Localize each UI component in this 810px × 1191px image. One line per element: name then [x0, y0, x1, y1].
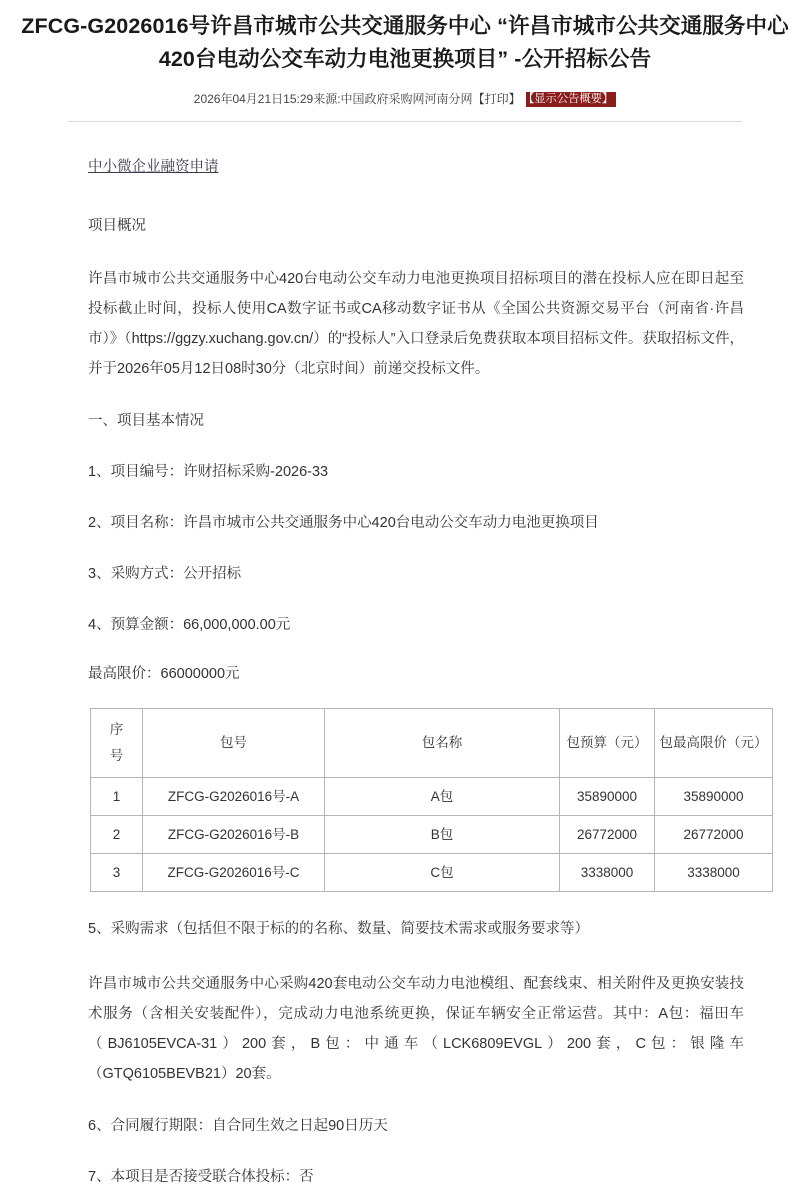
table-row	[91, 778, 773, 816]
cell-package-code: ZFCG-G2026016号-B	[143, 816, 325, 854]
package-table-wrapper	[88, 708, 768, 892]
publication-meta	[0, 90, 810, 108]
publish-date: 2026年04月21日	[193, 92, 284, 106]
procurement-method-item: 3、采购方式：公开招标	[88, 566, 242, 582]
cell-package-budget: 35890000	[560, 778, 655, 816]
column-header-package-name: 包名称	[325, 709, 560, 778]
cell-package-code: ZFCG-G2026016号-A	[143, 778, 325, 816]
project-overview-paragraph: 许昌市城市公共交通服务中心420台电动公交车动力电池更换项目招标项目的潜在投标人应在即日起至投标截止时间，投标人使用CA数字证书或CA移动数字证书从《全国公共资源交易平台（河南省·许昌市）》（https://ggzy.xuchang.gov.cn/）的“投标人”入口登录后免费获取本项目招标文件。获取招标文件，并于2026年05月12日08时30分（北京时间）前递交投标文件。	[88, 271, 744, 377]
source-name: 中国政府采购网河南分网	[340, 92, 473, 106]
consortium-bidding-item: 7、本项目是否接受联合体投标：否	[88, 1169, 314, 1185]
source-label: 来源:	[313, 92, 341, 106]
max-price-line: 最高限价：66000000元	[88, 666, 240, 682]
column-header-package-code: 包号	[143, 709, 325, 778]
publish-time: 15:29	[283, 92, 314, 106]
cell-package-name: C包	[325, 854, 560, 892]
cell-package-cap: 26772000	[655, 816, 773, 854]
project-name-item: 2、项目名称：许昌市城市公共交通服务中心420台电动公交车动力电池更换项目	[88, 515, 599, 531]
index-header-char-1: 序	[109, 722, 124, 737]
column-header-package-budget: 包预算（元）	[560, 709, 655, 778]
show-summary-badge[interactable]: 【显示公告概要】	[526, 92, 617, 107]
cell-index: 2	[91, 816, 143, 854]
package-table	[90, 708, 773, 892]
page-title: ZFCG-G2026016号许昌市城市公共交通服务中心 “许昌市城市公共交通服务中心420台电动公交车动力电池更换项目” -公开招标公告	[21, 14, 789, 71]
cell-package-name: B包	[325, 816, 560, 854]
budget-amount-item: 4、预算金额：66,000,000.00元	[88, 617, 291, 633]
cell-package-code: ZFCG-G2026016号-C	[143, 854, 325, 892]
cell-package-budget: 26772000	[560, 816, 655, 854]
procurement-requirements-heading: 5、采购需求（包括但不限于标的的名称、数量、简要技术需求或服务要求等）	[88, 921, 590, 937]
cell-index: 1	[91, 778, 143, 816]
table-header-row	[91, 709, 773, 778]
procurement-requirements-body: 许昌市城市公共交通服务中心采购420套电动公交车动力电池模组、配套线束、相关附件及更换安装技术服务（含相关安装配件），完成动力电池系统更换，保证车辆安全正常运营。其中：A包：福田车（BJ6105EVCA-31）200套，B包：中通车（LCK6809EVGL）200套，C包：银隆车（GTQ6105BEVB21）20套。	[88, 976, 744, 1082]
column-header-package-cap: 包最高限价（元）	[655, 709, 773, 778]
contract-duration-item: 6、合同履行期限：自合同生效之日起90日历天	[88, 1118, 388, 1134]
cell-index: 3	[91, 854, 143, 892]
cell-package-cap: 35890000	[655, 778, 773, 816]
cell-package-cap: 3338000	[655, 854, 773, 892]
cell-package-name: A包	[325, 778, 560, 816]
sme-financing-application-link[interactable]: 中小微企业融资申请	[88, 159, 219, 175]
cell-package-budget: 3338000	[560, 854, 655, 892]
column-header-index	[91, 709, 143, 778]
project-number-item: 1、项目编号：许财招标采购-2026-33	[88, 464, 329, 480]
table-row	[91, 854, 773, 892]
table-row	[91, 816, 773, 854]
print-link[interactable]: 【打印】	[472, 92, 521, 106]
project-overview-heading: 项目概况	[88, 218, 146, 234]
document-body	[0, 122, 810, 1191]
section-one-heading: 一、项目基本情况	[88, 413, 204, 429]
index-header-char-2: 号	[109, 748, 124, 763]
